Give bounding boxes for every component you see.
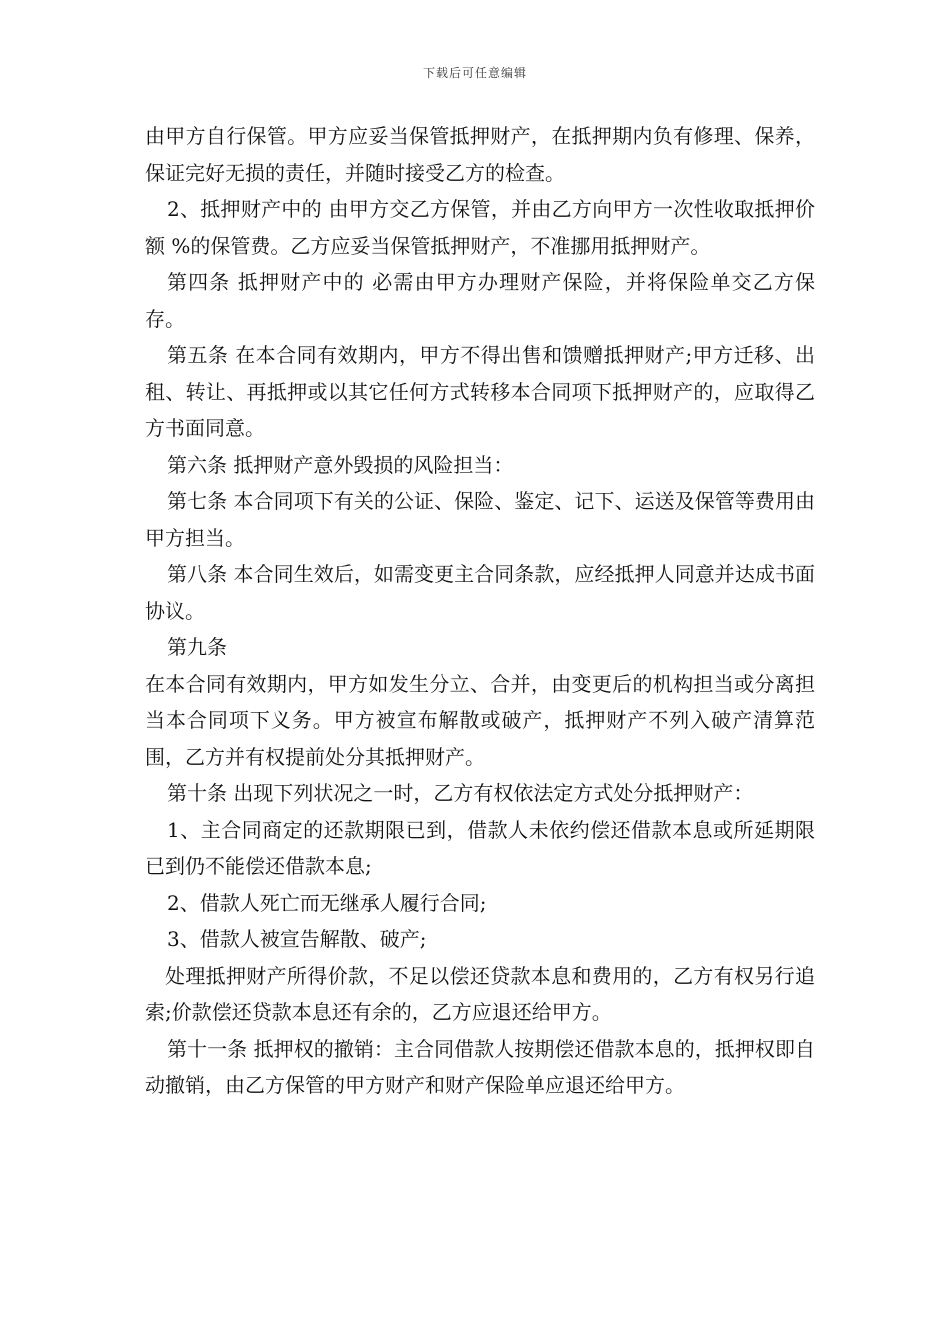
- paragraph: 1、主合同商定的还款期限已到，借款人未依约偿还借款本息或所延期限已到仍不能偿还借款本息;: [145, 817, 815, 878]
- paragraph: 第九条: [167, 635, 227, 659]
- header-note: 下载后可任意编辑: [422, 66, 527, 80]
- paragraph: 第八条 本合同生效后，如需变更主合同条款，应经抵押人同意并达成书面协议。: [145, 562, 815, 623]
- paragraph: 2、借款人死亡而无继承人履行合同;: [167, 890, 487, 915]
- paragraph: 处理抵押财产所得价款，不足以偿还贷款本息和费用的，乙方有权另行追索;价款偿还贷款本息还有余的，乙方应退还给甲方。: [145, 963, 815, 1024]
- paragraph: 第六条 抵押财产意外毁损的风险担当：: [167, 452, 514, 477]
- paragraph: 2、抵押财产中的 由甲方交乙方保管，并由乙方向甲方一次性收取抵押价额 %的保管费。乙方应妥当保管抵押财产，不准挪用抵押财产。: [145, 197, 815, 258]
- paragraph: 在本合同有效期内，甲方如发生分立、合并，由变更后的机构担当或分离担当本合同项下义务。甲方被宣布解散或破产，抵押财产不列入破产清算范围，乙方并有权提前处分其抵押财产。: [145, 671, 815, 769]
- paragraph: 第七条 本合同项下有关的公证、保险、鉴定、记下、运送及保管等费用由甲方担当。: [145, 489, 815, 550]
- paragraph: 第五条 在本合同有效期内，甲方不得出售和馈赠抵押财产;甲方迁移、出租、转让、再抵押或以其它任何方式转移本合同项下抵押财产的，应取得乙方书面同意。: [145, 343, 815, 440]
- paragraph: 第四条 抵押财产中的 必需由甲方办理财产保险，并将保险单交乙方保存。: [145, 270, 815, 331]
- document-body: [145, 118, 815, 1104]
- paragraph: 第十一条 抵押权的撤销：主合同借款人按期偿还借款本息的，抵押权即自动撤销，由乙方保管的甲方财产和财产保险单应退还给甲方。: [145, 1036, 815, 1097]
- paragraph: 3、借款人被宣告解散、破产;: [167, 927, 427, 951]
- paragraph: 第十条 出现下列状况之一时，乙方有权依法定方式处分抵押财产：: [167, 781, 754, 805]
- paragraph: 由甲方自行保管。甲方应妥当保管抵押财产，在抵押期内负有修理、保养，保证完好无损的责任，并随时接受乙方的检查。: [145, 124, 815, 185]
